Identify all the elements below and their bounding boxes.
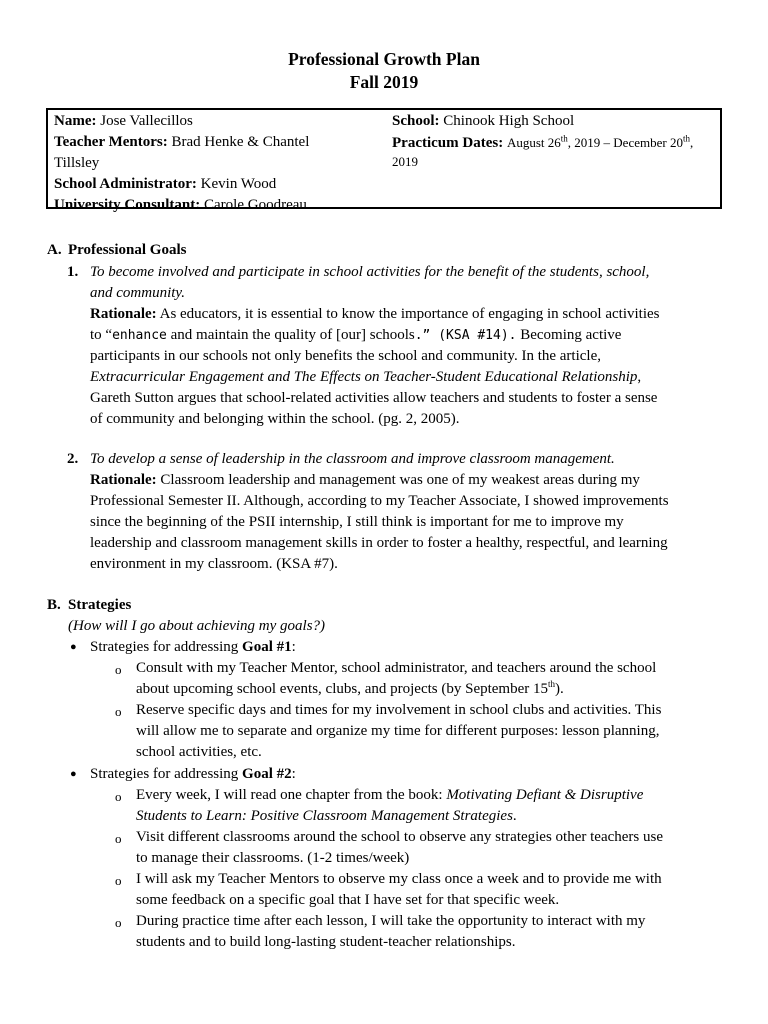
sub-bullet-icon: o [115, 662, 122, 677]
admin-label: School Administrator: [54, 176, 197, 192]
info-left-column [54, 111, 384, 216]
goal-2-strategies-heading: Strategies for addressing Goal #2: [90, 766, 296, 782]
goal-1-number: 1. [67, 264, 79, 280]
consultant-value: Carole Goodreau [204, 197, 307, 213]
dates-row [392, 132, 718, 154]
goal-2-strategy-3: I will ask my Teacher Mentors to observe my class once a week and to provide me with some feedback on a specific goal that I have set for that specific week. [136, 871, 662, 908]
sub-bullet-icon: o [115, 789, 122, 804]
goal-2-rationale: Rationale: Classroom leadership and management was one of my weakest areas during my Professional Semester II. Although, according to my Teacher Associate, I showed improvements since the beginning of the PSII internship, I still think is important for me to improve my leadership and classroom management skills in order to foster a healthy, respectful, and learning environment in my classroom. (KSA #7). [90, 472, 669, 572]
section-b-letter: B. [47, 597, 61, 613]
document-subtitle: Fall 2019 [349, 72, 419, 92]
sub-bullet-icon: o [115, 915, 122, 930]
goal-1-strategies-heading: Strategies for addressing Goal #1: [90, 639, 296, 655]
goal-2-strategy-1: Every week, I will read one chapter from the book: Motivating Defiant & Disruptive Students to Learn: Positive Classroom Management Strategies. [136, 787, 644, 824]
name-row [54, 111, 384, 132]
consultant-label: University Consultant: [54, 197, 201, 213]
mentors-value-cont: Tillsley [54, 155, 100, 171]
document-title: Professional Growth Plan [288, 49, 480, 69]
admin-value: Kevin Wood [200, 176, 277, 192]
consultant-row [54, 195, 384, 216]
mentors-label: Teacher Mentors: [54, 134, 168, 150]
goal-1-rationale: Rationale: As educators, it is essential to know the importance of engaging in school activities to “enhance and maintain the quality of [our] schools.” (KSA #14). Becoming active participants in our schools not only benefits the school and community. In the article, Extracurricular Engagement and The Effects on Teacher-Student Educational Relationship, Gareth Sutton argues that school-related activities allow teachers and students to foster a sense of community and belonging within the school. (pg. 2, 2005). [90, 306, 660, 427]
mentors-row [54, 132, 384, 153]
bullet-icon: ● [70, 768, 77, 780]
goal-2-strategy-4: During practice time after each lesson, I will take the opportunity to interact with my students and to build long-lasting student-teacher relationships. [136, 913, 646, 950]
goal-2-number: 2. [67, 451, 79, 467]
section-a-heading: Professional Goals [68, 242, 187, 258]
name-label: Name: [54, 113, 97, 129]
goal-1-strategy-1: Consult with my Teacher Mentor, school administrator, and teachers around the school about upcoming school events, clubs, and projects (by September 15th). [136, 660, 657, 697]
school-value: Chinook High School [443, 113, 575, 129]
section-a-letter: A. [47, 242, 62, 258]
dates-label: Practicum Dates: [392, 135, 504, 151]
dates-value: August 26th, 2019 – December 20th, [506, 133, 694, 150]
school-label: School: [392, 113, 440, 129]
goal-2-strategy-2: Visit different classrooms around the school to observe any strategies other teachers use to manage their classrooms. (1-2 times/week) [136, 829, 663, 866]
bullet-icon: ● [70, 641, 77, 653]
sub-bullet-icon: o [115, 831, 122, 846]
dates-year: 2019 [392, 154, 418, 169]
mentors-value: Brad Henke & Chantel [171, 134, 310, 150]
info-box [46, 108, 722, 213]
section-b-heading: Strategies [68, 597, 132, 613]
school-row [392, 111, 718, 132]
goal-2-title: To develop a sense of leadership in the classroom and improve classroom management. [90, 451, 615, 467]
name-value: Jose Vallecillos [100, 113, 193, 129]
admin-row [54, 174, 384, 195]
section-b-question: (How will I go about achieving my goals?) [68, 618, 326, 634]
sub-bullet-icon: o [115, 704, 122, 719]
sub-bullet-icon: o [115, 873, 122, 888]
info-right-column [392, 111, 718, 170]
goal-1-title: To become involved and participate in school activities for the benefit of the students, school, and community. [90, 264, 650, 301]
goal-1-strategy-2: Reserve specific days and times for my involvement in school clubs and activities. This will allow me to separate and organize my time for different purposes: lesson planning, school activities, etc. [136, 702, 662, 760]
